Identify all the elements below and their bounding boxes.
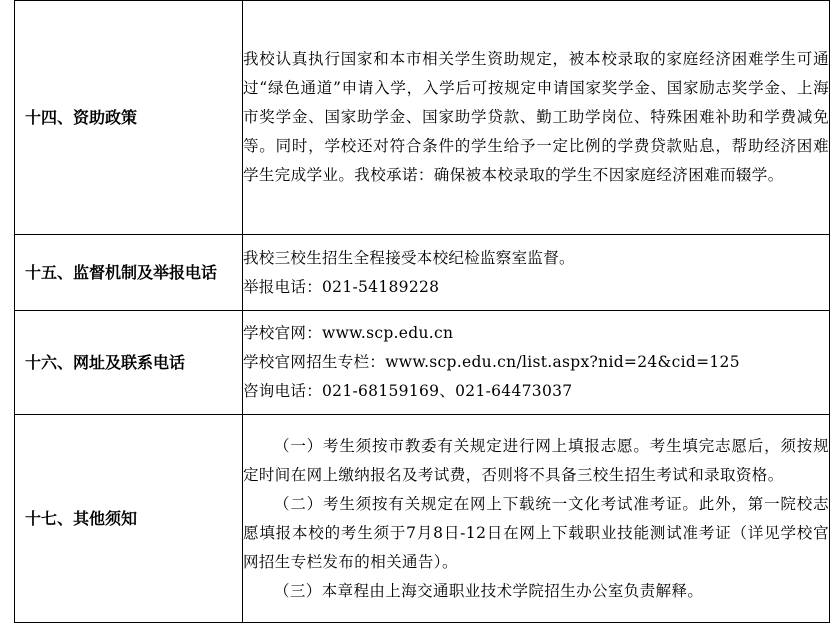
section-label: 十七、其他须知 xyxy=(25,508,138,528)
supervision-statement: 我校三校生招生全程接受本校纪检监察室监督。 xyxy=(243,248,575,267)
section-paragraph: 我校认真执行国家和本市相关学生资助规定，被本校录取的家庭经济困难学生可通过“绿色通道”申请入学，入学后可按规定申请国家奖学金、国家励志奖学金、上海市奖学金、国家助学金、国家助学贷款、勤工助学岗位、特殊困难补助和学费减免等。同时，学校还对符合条件的学生给予一定比例的学费贷款贴息，帮助经济困难学生完成学业。我校承诺：确保被本校录取的学生不因家庭经济困难而辍学。 xyxy=(243,50,829,184)
section-row-financial-aid xyxy=(15,1,830,235)
report-phone: 举报电话：021-54189228 xyxy=(243,277,440,296)
admissions-page-url: 学校官网招生专栏：www.scp.edu.cn/list.aspx?nid=24&cid=125 xyxy=(243,353,740,371)
official-website: 学校官网：www.scp.edu.cn xyxy=(243,324,454,342)
section-body-cell xyxy=(243,235,830,311)
section-label: 十五、监督机制及举报电话 xyxy=(25,262,218,282)
section-row-other-notes xyxy=(15,415,830,623)
section-label: 十六、网址及联系电话 xyxy=(25,352,186,372)
section-row-supervision xyxy=(15,235,830,311)
note-paragraph-1: （一）考生须按市教委有关规定进行网上填报志愿。考生填完志愿后，须按规定时间在网上缴纳报名及考试费，否则将不具备三校生招生考试和录取资格。 xyxy=(243,436,829,484)
admission-info-table xyxy=(14,0,830,623)
section-label-cell xyxy=(15,311,243,415)
section-label-cell xyxy=(15,1,243,235)
section-label-cell xyxy=(15,235,243,311)
section-body-cell xyxy=(243,311,830,415)
section-body-cell xyxy=(243,1,830,235)
note-paragraph-2: （二）考生须按有关规定在网上下载统一文化考试准考证。此外，第一院校志愿填报本校的考生须于7月8日-12日在网上下载职业技能测试准考证（详见学校官网招生专栏发布的相关通告）。 xyxy=(243,494,829,571)
note-paragraph-3: （三）本章程由上海交通职业技术学院招生办公室负责解释。 xyxy=(274,581,704,600)
section-row-contacts xyxy=(15,311,830,415)
consult-phone: 咨询电话：021-68159169、021-64473037 xyxy=(243,382,573,400)
section-label: 十四、资助政策 xyxy=(25,107,138,127)
section-body-cell xyxy=(243,415,830,623)
section-label-cell xyxy=(15,415,243,623)
